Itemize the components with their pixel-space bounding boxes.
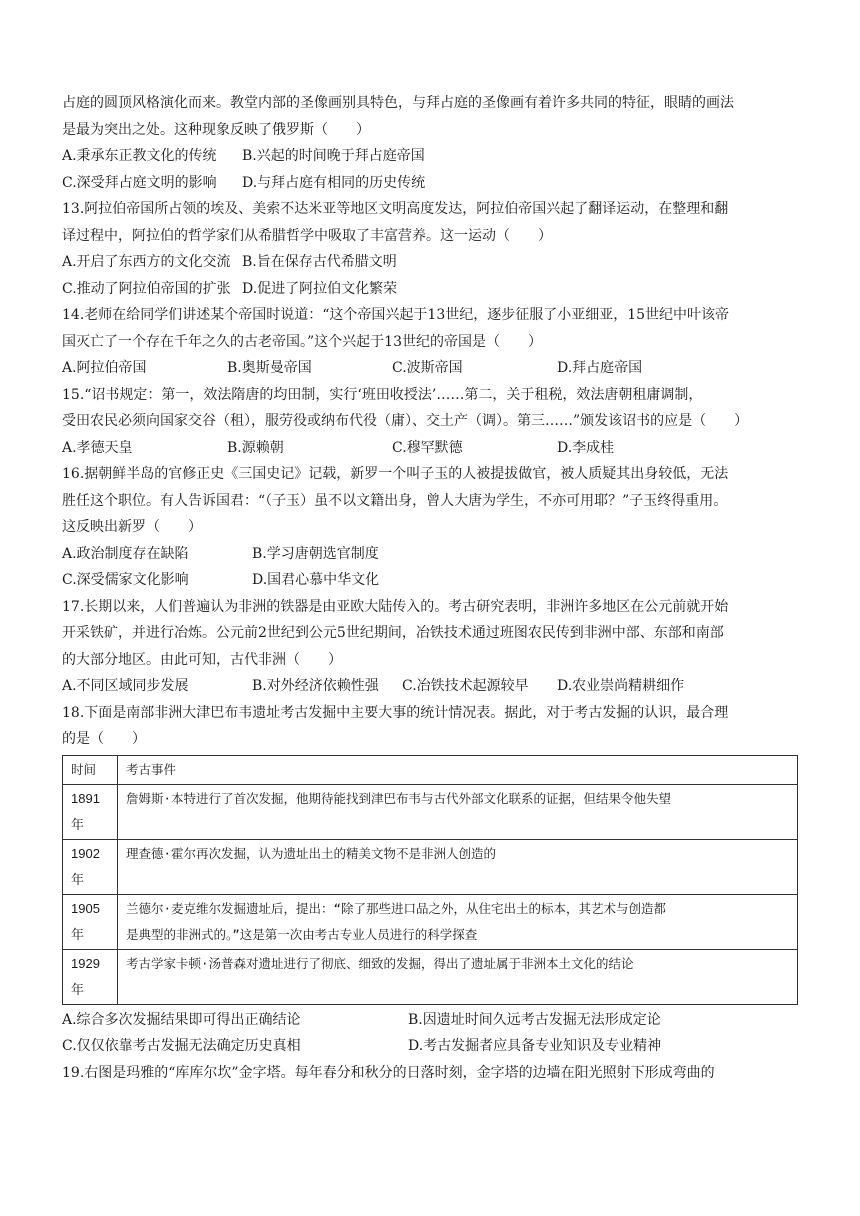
option-b: B.旨在保存古代希腊文明: [242, 254, 397, 270]
question-text-line: 13.阿拉伯帝国所占领的埃及、美索不达米亚等地区文明高度发达，阿拉伯帝国兴起了翻译运动，在整理和翻: [62, 201, 729, 217]
option-row: [62, 355, 802, 382]
table-cell-event: 考古学家卡顿·汤普森对遗址进行了彻底、细致的发掘，得出了遗址属于非洲本土文化的结论: [118, 949, 798, 1004]
option-a: A.秉承东正教文化的传统: [62, 148, 217, 164]
table-row: [63, 784, 798, 839]
option-b: B.因遗址时间久远考古发掘无法形成定论: [408, 1011, 661, 1028]
question-text-line: 占庭的圆顶风格演化而来。教堂内部的圣像画别具特色，与拜占庭的圣像画有着许多共同的特征，眼睛的画法: [62, 95, 734, 111]
option-d: D.拜占庭帝国: [557, 360, 643, 376]
exam-page: [62, 90, 802, 1086]
option-d: D.李成桂: [557, 439, 615, 456]
table-row: [63, 839, 798, 894]
option-a: A.综合多次发掘结果即可得出正确结论: [62, 1011, 301, 1028]
option-c: C.波斯帝国: [392, 360, 463, 376]
question-text-line: 国灭亡了一个存在千年之久的古老帝国。”这个兴起于13世纪的帝国是（ ）: [62, 333, 542, 350]
table-row: [63, 894, 798, 949]
option-d: D.与拜占庭有相同的历史传统: [242, 174, 426, 191]
question-text-line: 的是（ ）: [62, 731, 146, 747]
table-cell-time: 1891 年: [63, 784, 118, 839]
option-d: D.农业崇尚精耕细作: [557, 678, 685, 694]
question-text-line: 14.老师在给同学们讲述某个帝国时说道：“这个帝国兴起于13世纪，逐步征服了小亚细亚，15世纪中叶该帝: [62, 307, 730, 323]
question-text-line: 19.右图是玛雅的“库库尔坎”金字塔。每年春分和秋分的日落时刻，金字塔的边墙在阳光照射下形成弯曲的: [62, 1064, 715, 1081]
question-text-line: 17.长期以来，人们普遍认为非洲的铁器是由亚欧大陆传入的。考古研究表明，非洲许多地区在公元前就开始: [62, 598, 729, 615]
option-b: B.兴起的时间晚于拜占庭帝国: [242, 148, 425, 164]
question-14: [62, 302, 802, 382]
option-b: B.对外经济依赖性强: [252, 678, 379, 694]
option-row: [62, 541, 802, 568]
option-c: C.深受拜占庭文明的影响: [62, 174, 217, 191]
option-a: A.政治制度存在缺陷: [62, 545, 189, 562]
option-row: [62, 567, 802, 594]
table-cell-event: 理查德·霍尔再次发掘，认为遗址出土的精美文物不是非洲人创造的: [118, 839, 798, 894]
option-row: [62, 673, 802, 700]
question-text-line: 15.“诏书规定：第一，效法隋唐的均田制，实行‘班田收授法’……第二，关于租税，效法唐朝租庸调制，: [62, 386, 703, 403]
option-c: C.穆罕默德: [392, 439, 463, 456]
table-cell-event: 詹姆斯·本特进行了首次发掘，他期待能找到津巴布韦与古代外部文化联系的证据，但结果令他失望: [118, 784, 798, 839]
table-header-row: [63, 755, 798, 784]
question-13: [62, 196, 802, 302]
table-header-time: 时间: [63, 755, 118, 784]
option-c: C.冶铁技术起源较早: [402, 678, 529, 694]
question-text-line: 的大部分地区。由此可知，古代非洲（ ）: [62, 651, 342, 668]
question-19: [62, 1060, 802, 1087]
question-text-line: 是最为突出之处。这种现象反映了俄罗斯（ ）: [62, 121, 370, 138]
table-header-event: 考古事件: [118, 755, 798, 784]
table-cell-time: 1902 年: [63, 839, 118, 894]
question-18: [62, 700, 802, 1060]
option-row: [62, 143, 802, 170]
option-c: C.深受儒家文化影响: [62, 572, 189, 588]
question-text-line: 开采铁矿，并进行冶炼。公元前2世纪到公元5世纪期间，冶铁技术通过班图农民传到非洲中部、东部和南部: [62, 625, 724, 641]
option-b: B.奥斯曼帝国: [227, 360, 312, 376]
option-b: B.源赖朝: [227, 439, 284, 456]
option-row: [62, 276, 802, 303]
question-17: [62, 594, 802, 700]
option-a: A.阿拉伯帝国: [62, 360, 147, 376]
question-text-line: 译过程中，阿拉伯的哲学家们从希腊哲学中吸取了丰富营养。这一运动（ ）: [62, 227, 552, 244]
option-a: A.不同区域同步发展: [62, 678, 189, 694]
option-d: D.促进了阿拉伯文化繁荣: [242, 280, 398, 297]
question-text-line: 受田农民必须向国家交谷（租），服劳役或纳布代役（庸）、交土产（调）。第三……”颁发该诏书的应是（ ）: [62, 413, 749, 429]
question-16: [62, 461, 802, 594]
option-b: B.学习唐朝选官制度: [252, 545, 379, 562]
table-cell-time: 1905 年: [63, 894, 118, 949]
table-row: [63, 949, 798, 1004]
question-text-line: 胜任这个职位。有人告诉国君：“（子玉）虽不以文籍出身，曾人大唐为学生，不亦可用耶？”子玉终得重用。: [62, 492, 728, 509]
option-a: A.孝德天皇: [62, 439, 133, 456]
question-12: [62, 90, 802, 196]
option-row: [62, 1007, 802, 1034]
table-cell-event: 兰德尔·麦克维尔发掘遗址后，提出：“除了那些进口品之外，从住宅出土的标本，其艺术与创造都 是典型的非洲式的。”这是第一次由考古专业人员进行的科学探查: [118, 894, 798, 949]
option-d: D.考古发掘者应具备专业知识及专业精神: [408, 1038, 662, 1054]
option-row: [62, 435, 802, 462]
option-row: [62, 1033, 802, 1060]
question-text-line: 这反映出新罗（ ）: [62, 519, 202, 535]
option-row: [62, 249, 802, 276]
excavation-events-table: [62, 755, 798, 1005]
option-a: A.开启了东西方的文化交流: [62, 254, 231, 270]
option-c: C.仅仅依靠考古发掘无法确定历史真相: [62, 1038, 301, 1054]
option-c: C.推动了阿拉伯帝国的扩张: [62, 280, 231, 297]
table-cell-time: 1929 年: [63, 949, 118, 1004]
question-15: [62, 382, 802, 462]
option-d: D.国君心慕中华文化: [252, 572, 380, 588]
question-text-line: 18.下面是南部非洲大津巴布韦遗址考古发掘中主要大事的统计情况表。据此，对于考古发掘的认识，最合理: [62, 704, 729, 721]
question-text-line: 16.据朝鲜半岛的官修正史《三国史记》记载，新罗一个叫子玉的人被提拔做官，被人质疑其出身较低，无法: [62, 466, 729, 482]
option-row: [62, 170, 802, 197]
